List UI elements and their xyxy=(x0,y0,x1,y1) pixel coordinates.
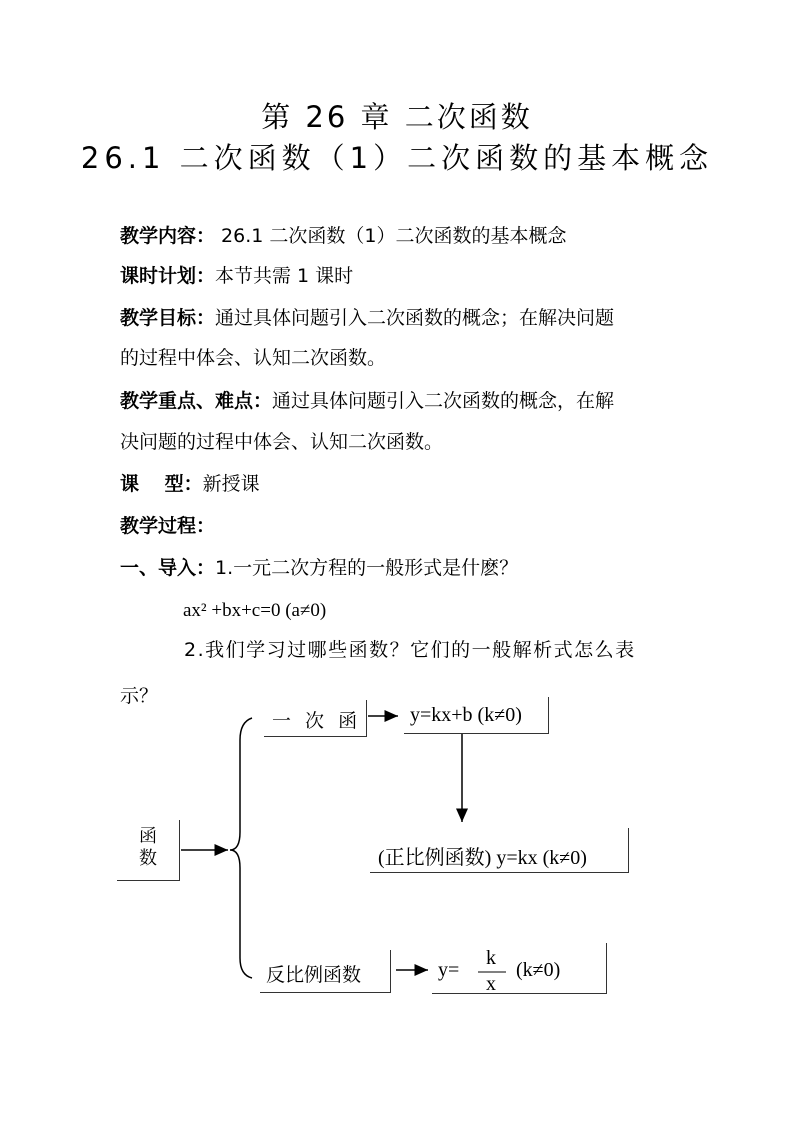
inverse-denominator: x xyxy=(486,973,496,995)
linear-box xyxy=(264,700,367,737)
keypoints-text: 通过具体问题引入二次函数的概念，在解 xyxy=(272,390,615,412)
root-box xyxy=(117,820,180,881)
keypoints-label: 教学重点、难点： xyxy=(120,390,273,412)
inverse-label: 反比例函数 xyxy=(266,964,362,986)
goals-text: 通过具体问题引入二次函数的概念；在解决问题 xyxy=(215,307,615,329)
proportional-box xyxy=(370,828,629,873)
inverse-box xyxy=(260,950,391,993)
brace xyxy=(230,718,252,978)
lesson-type-text: 新授课 xyxy=(202,473,260,495)
linear-formula: y=kx+b (k≠0) xyxy=(410,704,522,726)
schedule-label: 课时计划： xyxy=(120,265,216,287)
section-title: 26.1 二次函数（1）二次函数的基本概念 xyxy=(80,141,714,175)
proportional-formula: (正比例函数) y=kx (k≠0) xyxy=(378,847,587,869)
inverse-formula-box xyxy=(432,943,607,994)
content-text: 26.1 二次函数（1）二次函数的基本概念 xyxy=(215,225,567,247)
goals-text-cont: 的过程中体会、认知二次函数。 xyxy=(120,347,387,369)
process-label: 教学过程： xyxy=(120,515,216,537)
goals-label: 教学目标： xyxy=(120,307,216,329)
keypoints-text-cont: 决问题的过程中体会、认知二次函数。 xyxy=(120,431,444,453)
schedule-text: 本节共需 1 课时 xyxy=(215,265,354,287)
content-label: 教学内容： xyxy=(120,225,216,247)
inverse-condition: (k≠0) xyxy=(516,959,561,981)
inverse-prefix: y= xyxy=(438,959,460,981)
quadratic-general-form: ax² +bx+c=0 (a≠0) xyxy=(183,600,327,621)
inverse-numerator: k xyxy=(486,947,496,969)
lesson-type-label: 课 型： xyxy=(120,473,203,495)
intro-question-2: 2.我们学习过哪些函数？它们的一般解析式怎么表 xyxy=(184,639,636,661)
intro-question-2-cont: 示？ xyxy=(120,685,159,707)
intro-label: 一、导入： xyxy=(120,557,216,579)
intro-question-1: 1.一元二次方程的一般形式是什麽？ xyxy=(215,557,519,579)
chapter-title: 第 26 章 二次函数 xyxy=(261,100,533,134)
root-label: 函数 xyxy=(139,826,157,869)
linear-formula-box xyxy=(404,697,549,734)
linear-label: 一 次 函 xyxy=(272,710,362,732)
